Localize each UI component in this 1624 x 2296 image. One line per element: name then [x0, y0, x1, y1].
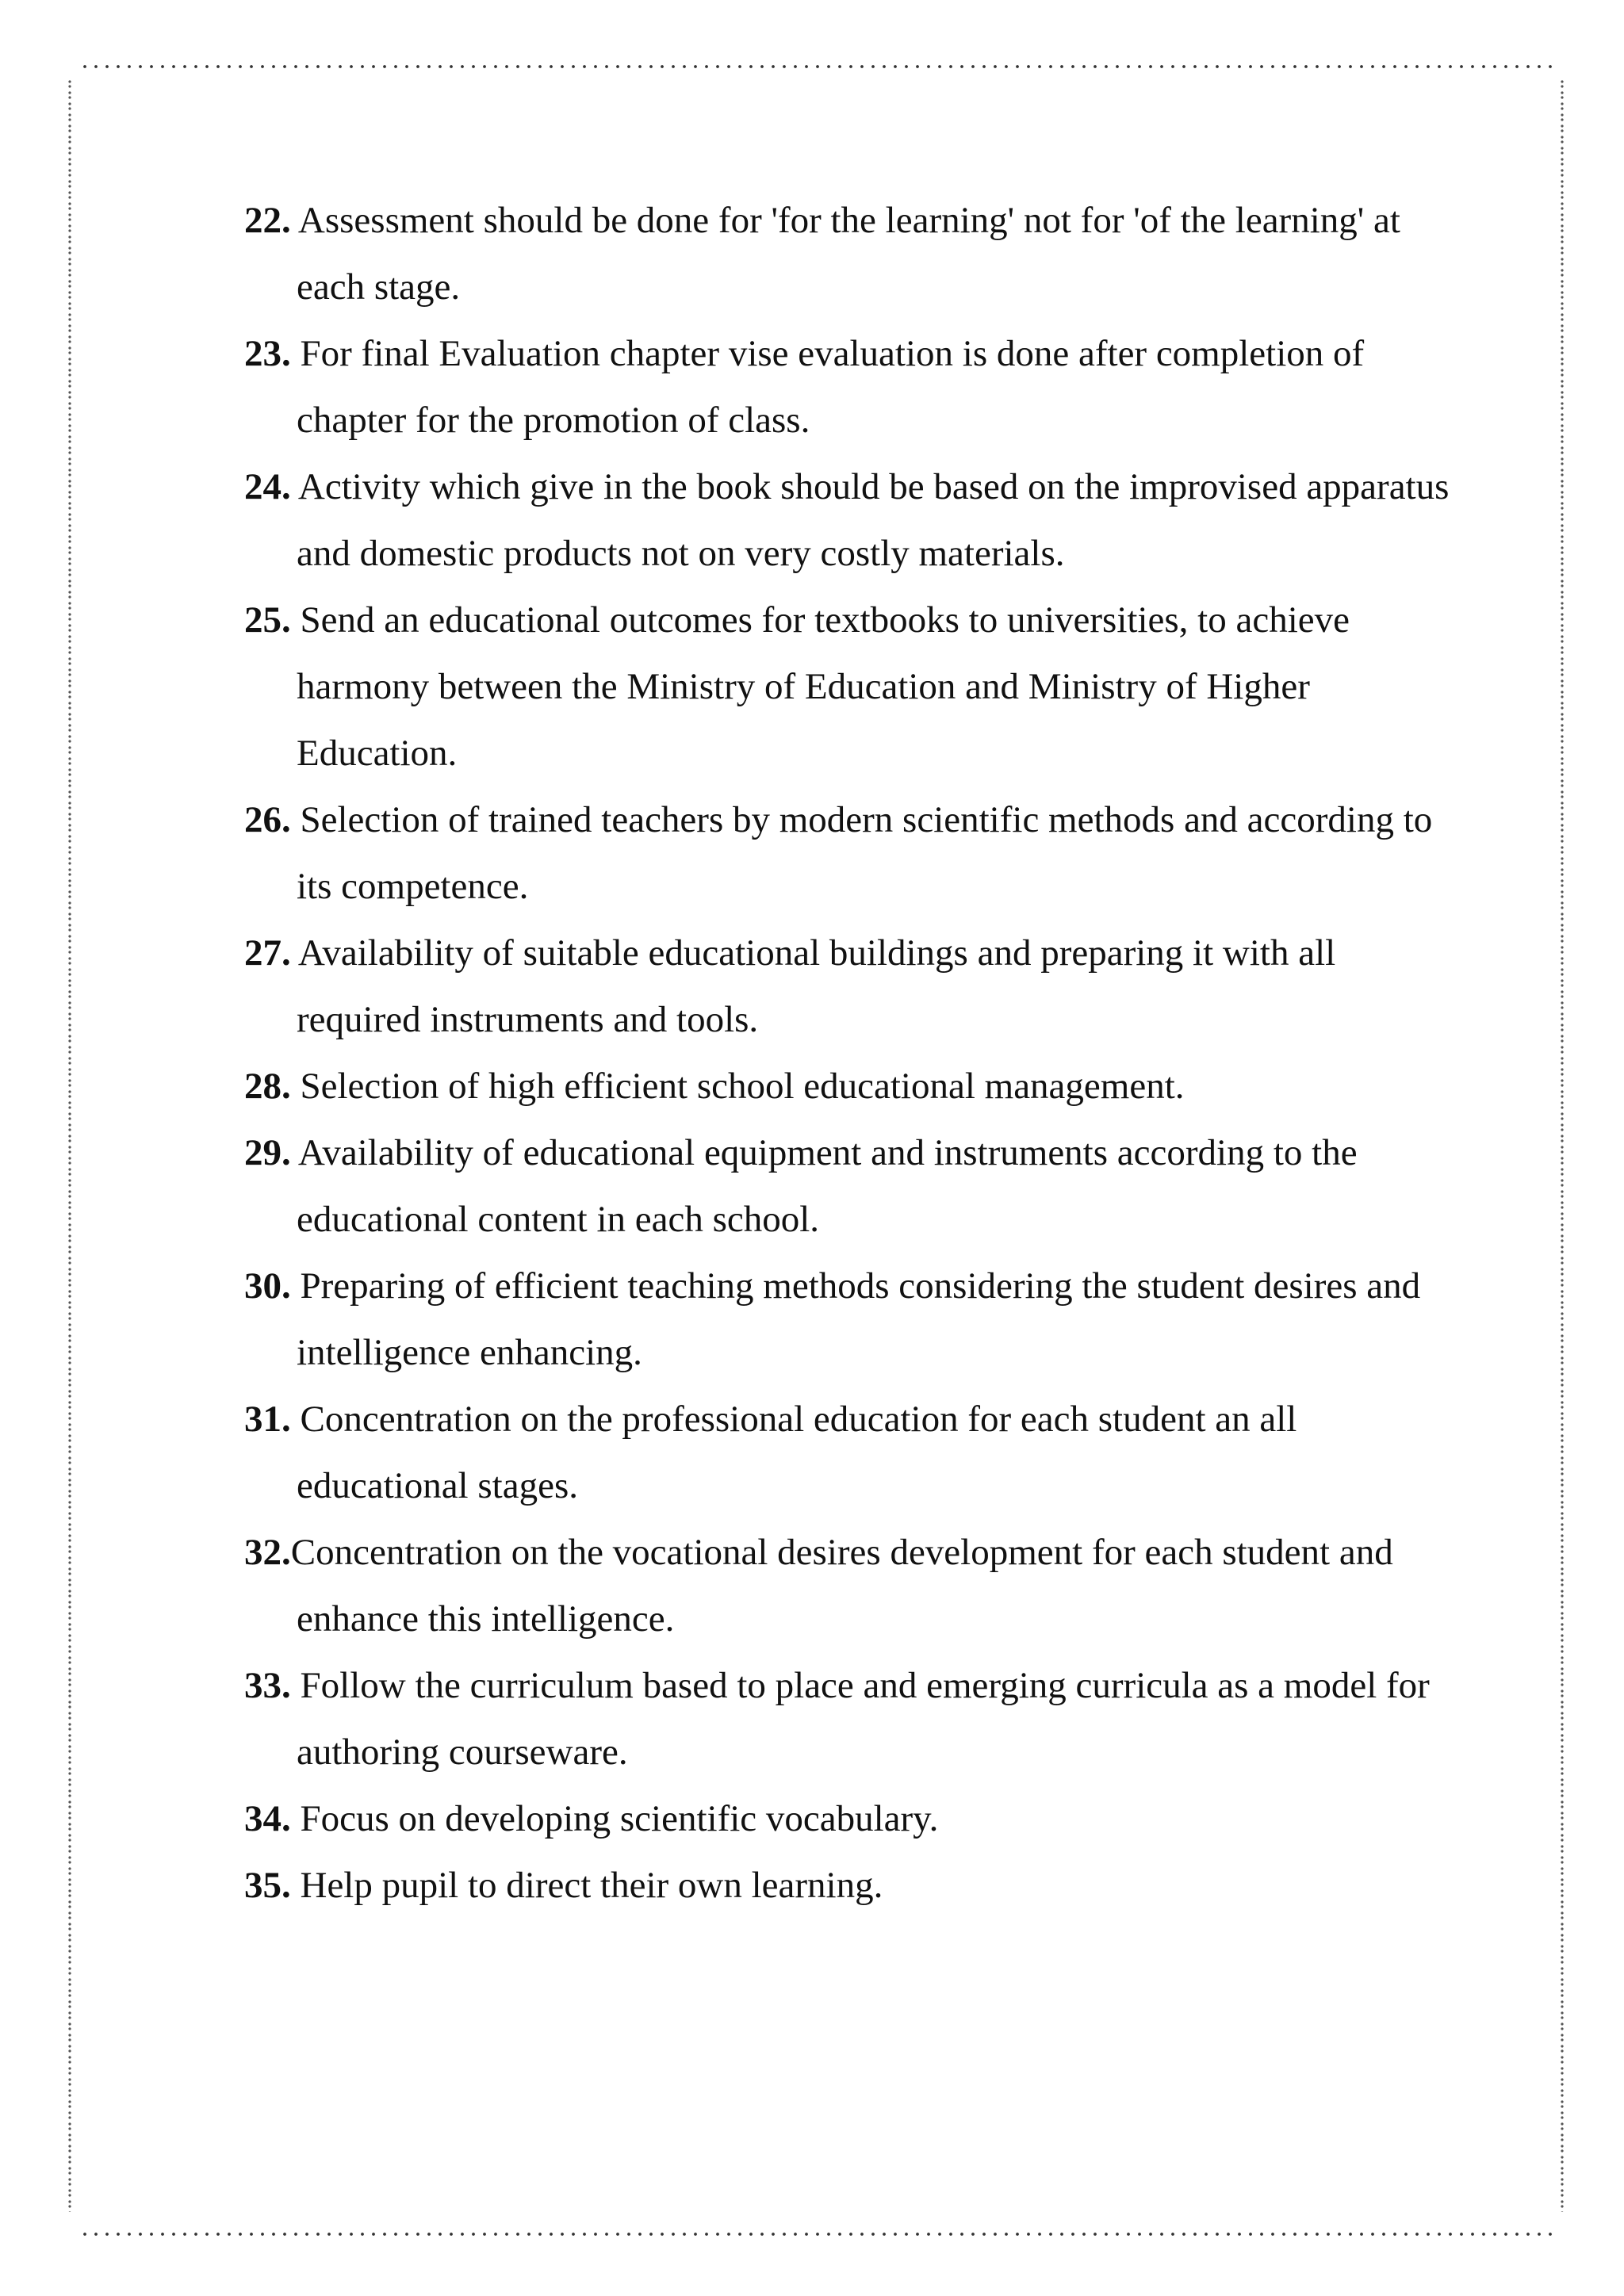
- list-item-number: 29.: [244, 1132, 291, 1173]
- list-item-number: 22.: [244, 200, 291, 241]
- list-item-35: [244, 1852, 1450, 1919]
- list-item-number: 32.: [244, 1532, 291, 1573]
- list-item-number: 24.: [244, 466, 291, 507]
- list-item-23: [244, 320, 1450, 453]
- list-item-28: [244, 1053, 1450, 1119]
- list-item-30: [244, 1253, 1450, 1386]
- list-item-number: 25.: [244, 599, 291, 641]
- list-item-number: 33.: [244, 1665, 291, 1706]
- decorative-border-top: [79, 62, 1554, 71]
- list-item-text: Availability of suitable educational buildings and preparing it with all required instruments and tools.: [290, 932, 1336, 1040]
- list-item-text: Concentration on the vocational desires development for each student and enhance this intelligence.: [290, 1532, 1393, 1640]
- list-item-text: Send an educational outcomes for textbooks to universities, to achieve harmony between the Ministry of Education and Ministry of Higher Education.: [290, 599, 1350, 774]
- list-item-22: [244, 187, 1450, 320]
- list-item-26: [244, 786, 1450, 920]
- list-item-text: Assessment should be done for 'for the learning' not for 'of the learning' at each stage.: [290, 200, 1400, 308]
- list-item-34: [244, 1785, 1450, 1852]
- list-item-24: [244, 453, 1450, 587]
- list-item-text: Selection of high efficient school educational management.: [290, 1066, 1185, 1107]
- decorative-border-bottom: [79, 2229, 1554, 2239]
- list-item-number: 26.: [244, 799, 291, 840]
- list-item-text: Preparing of efficient teaching methods considering the student desires and intelligence enhancing.: [290, 1265, 1421, 1373]
- list-item-text: Availability of educational equipment and instruments according to the educational content in each school.: [290, 1132, 1358, 1240]
- list-item-number: 27.: [244, 932, 291, 974]
- list-item-27: [244, 920, 1450, 1053]
- list-item-25: [244, 587, 1450, 786]
- list-item-number: 23.: [244, 333, 291, 374]
- list-item-33: [244, 1652, 1450, 1785]
- list-item-31: [244, 1386, 1450, 1519]
- numbered-list: [244, 187, 1450, 1919]
- list-item-text: Selection of trained teachers by modern scientific methods and according to its competence.: [290, 799, 1433, 907]
- list-item-32: [244, 1519, 1450, 1652]
- list-item-29: [244, 1119, 1450, 1253]
- list-item-number: 30.: [244, 1265, 291, 1307]
- list-item-number: 31.: [244, 1399, 291, 1440]
- list-item-text: Follow the curriculum based to place and emerging curricula as a model for authoring courseware.: [290, 1665, 1430, 1773]
- list-item-number: 35.: [244, 1865, 291, 1906]
- list-item-text: For final Evaluation chapter vise evaluation is done after completion of chapter for the promotion of class.: [290, 333, 1365, 441]
- decorative-border-left: [67, 79, 73, 2212]
- list-item-text: Concentration on the professional education for each student an all educational stages.: [290, 1399, 1297, 1506]
- list-item-text: Focus on developing scientific vocabulary.: [290, 1798, 939, 1839]
- decorative-border-right: [1559, 79, 1565, 2212]
- list-item-text: Activity which give in the book should be based on the improvised apparatus and domestic products not on very costly materials.: [290, 466, 1450, 574]
- list-item-number: 28.: [244, 1066, 291, 1107]
- list-item-number: 34.: [244, 1798, 291, 1839]
- list-item-text: Help pupil to direct their own learning.: [290, 1865, 883, 1906]
